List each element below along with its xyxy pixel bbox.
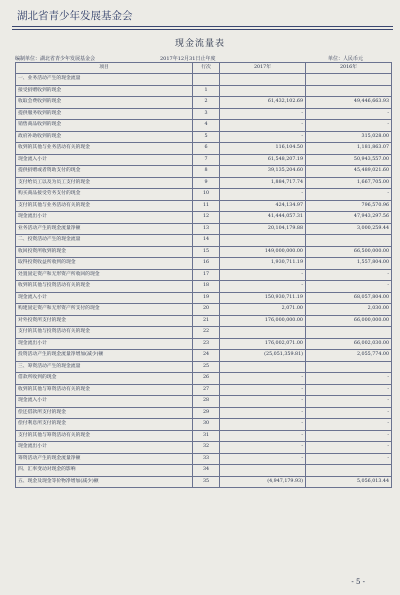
- row-value-2016: 315,028.00: [306, 131, 392, 143]
- column-header-2017: 2017年: [220, 63, 306, 74]
- row-line-number: 15: [193, 246, 220, 258]
- table-row: [16, 246, 392, 258]
- row-value-2016: [306, 235, 392, 247]
- row-line-number: 2: [193, 97, 220, 109]
- row-value-2017: 20,104,179.88: [220, 223, 306, 235]
- row-value-2016: 47,943,297.56: [306, 212, 392, 224]
- row-item-name: 五、现金及现金等价物净增加(减少)额: [16, 476, 193, 488]
- table-row: [16, 212, 392, 224]
- row-item-name: 收到的其他与筹资活动有关的现金: [16, 384, 193, 396]
- table-row: [16, 338, 392, 350]
- row-item-name: 接受捐赠收到的现金: [16, 85, 193, 97]
- row-line-number: 27: [193, 384, 220, 396]
- cash-flow-table: [15, 62, 392, 488]
- row-item-name: 投资活动产生的现金流量净增加(减少)额: [16, 350, 193, 362]
- row-value-2016: 45,489,021.60: [306, 166, 392, 178]
- table-row: [16, 85, 392, 97]
- table-row: [16, 384, 392, 396]
- row-value-2017: [220, 235, 306, 247]
- table-row: [16, 131, 392, 143]
- table-row: [16, 154, 392, 166]
- row-item-name: 筹资活动产生的现金流量净额: [16, 453, 193, 465]
- row-line-number: 9: [193, 177, 220, 189]
- table-row: [16, 476, 392, 488]
- row-line-number: 8: [193, 166, 220, 178]
- row-value-2016: 49,446,663.93: [306, 97, 392, 109]
- row-value-2017: -: [220, 189, 306, 201]
- row-line-number: 34: [193, 465, 220, 477]
- row-line-number: 32: [193, 442, 220, 454]
- currency-label: 单位：人民币元: [328, 56, 364, 62]
- table-row: [16, 97, 392, 109]
- table-row: [16, 327, 392, 339]
- table-row: [16, 465, 392, 477]
- row-value-2017: -: [220, 453, 306, 465]
- row-value-2016: -: [306, 189, 392, 201]
- row-line-number: 23: [193, 338, 220, 350]
- column-header-2016: 2016年: [306, 63, 392, 74]
- row-value-2017: 176,002,071.00: [220, 338, 306, 350]
- document-title: 现金流量表: [174, 39, 225, 49]
- table-row: [16, 407, 392, 419]
- row-line-number: 11: [193, 200, 220, 212]
- row-value-2017: 1,884,717.74: [220, 177, 306, 189]
- row-line-number: 5: [193, 131, 220, 143]
- row-line-number: 4: [193, 120, 220, 132]
- row-value-2017: 424,134.97: [220, 200, 306, 212]
- column-header-line: 行次: [193, 63, 220, 74]
- row-value-2017: [220, 361, 306, 373]
- row-value-2016: 50,943,557.00: [306, 154, 392, 166]
- table-row: [16, 189, 392, 201]
- table-row: [16, 281, 392, 293]
- row-line-number: 10: [193, 189, 220, 201]
- table-row: [16, 269, 392, 281]
- row-item-name: 偿还借款所支付的现金: [16, 407, 193, 419]
- header-rule: [12, 26, 393, 27]
- row-value-2016: -: [306, 269, 392, 281]
- row-item-name: 收回投资所收到的现金: [16, 246, 193, 258]
- organization-name: 湖北省青少年发展基金会: [17, 10, 133, 22]
- row-line-number: 17: [193, 269, 220, 281]
- row-value-2016: 1,667,705.00: [306, 177, 392, 189]
- row-value-2017: [220, 465, 306, 477]
- row-value-2017: -: [220, 281, 306, 293]
- row-value-2017: 116,104.50: [220, 143, 306, 155]
- row-value-2016: -: [306, 120, 392, 132]
- row-line-number: 21: [193, 315, 220, 327]
- row-value-2017: [220, 74, 306, 86]
- row-value-2017: (25,051,359.81): [220, 350, 306, 362]
- table-row: [16, 108, 392, 120]
- row-item-name: 提供捐赠或者资助支付的现金: [16, 166, 193, 178]
- row-value-2016: 66,500,000.00: [306, 246, 392, 258]
- row-value-2016: -: [306, 419, 392, 431]
- table-row: [16, 166, 392, 178]
- row-item-name: 一、业务活动产生的现金流量: [16, 74, 193, 86]
- row-item-name: 现金流出小计: [16, 338, 193, 350]
- row-value-2016: 68,057,804.00: [306, 292, 392, 304]
- row-value-2017: -: [220, 384, 306, 396]
- table-row: [16, 315, 392, 327]
- row-line-number: 26: [193, 373, 220, 385]
- row-value-2016: 3,000,259.44: [306, 223, 392, 235]
- row-item-name: 购建固定资产和无形资产所支付的现金: [16, 304, 193, 316]
- row-item-name: 收取会费收到的现金: [16, 97, 193, 109]
- row-line-number: 22: [193, 327, 220, 339]
- table-row: [16, 120, 392, 132]
- period-label: 2017年12月31日止年度: [160, 56, 216, 62]
- row-item-name: 支付的其他与投资活动有关的现金: [16, 327, 193, 339]
- row-value-2017: [220, 85, 306, 97]
- row-item-name: 支付的其他与筹资活动有关的现金: [16, 430, 193, 442]
- table-row: [16, 430, 392, 442]
- row-value-2016: 1,557,804.00: [306, 258, 392, 270]
- row-line-number: 25: [193, 361, 220, 373]
- row-item-name: 收到的其他与投资活动有关的现金: [16, 281, 193, 293]
- row-value-2016: 66,000,000.00: [306, 315, 392, 327]
- row-line-number: 1: [193, 85, 220, 97]
- row-line-number: 24: [193, 350, 220, 362]
- row-line-number: 35: [193, 476, 220, 488]
- table-row: [16, 453, 392, 465]
- row-value-2016: 2,030.00: [306, 304, 392, 316]
- row-value-2016: 1,181,863.07: [306, 143, 392, 155]
- table-row: [16, 442, 392, 454]
- row-value-2016: -: [306, 384, 392, 396]
- row-item-name: 取得投资收益所收到的现金: [16, 258, 193, 270]
- row-value-2016: -: [306, 108, 392, 120]
- row-item-name: 提供服务收到的现金: [16, 108, 193, 120]
- row-value-2016: -: [306, 373, 392, 385]
- row-line-number: 13: [193, 223, 220, 235]
- table-row: [16, 235, 392, 247]
- row-item-name: 现金流入小计: [16, 292, 193, 304]
- row-value-2017: 150,930,711.19: [220, 292, 306, 304]
- row-value-2016: 66,002,030.00: [306, 338, 392, 350]
- row-value-2016: 5,056,013.44: [306, 476, 392, 488]
- table-row: [16, 74, 392, 86]
- row-value-2016: 2,055,774.00: [306, 350, 392, 362]
- table-row: [16, 373, 392, 385]
- page-number: - 5 -: [351, 578, 365, 586]
- row-value-2016: [306, 85, 392, 97]
- row-item-name: 政府补助收到的现金: [16, 131, 193, 143]
- table-row: [16, 350, 392, 362]
- row-value-2017: -: [220, 131, 306, 143]
- row-value-2017: 176,000,000.00: [220, 315, 306, 327]
- row-item-name: 四、汇率变动对现金的影响: [16, 465, 193, 477]
- header-rule-thin: [12, 29, 393, 30]
- row-item-name: 收到的其他与业务活动有关的现金: [16, 143, 193, 155]
- table-header-row: [16, 63, 392, 74]
- table-row: [16, 223, 392, 235]
- row-value-2017: 2,071.00: [220, 304, 306, 316]
- row-line-number: [193, 74, 220, 86]
- table-row: [16, 419, 392, 431]
- row-value-2017: 1,930,711.19: [220, 258, 306, 270]
- row-value-2017: 61,432,102.69: [220, 97, 306, 109]
- row-line-number: 7: [193, 154, 220, 166]
- row-item-name: 现金流入小计: [16, 154, 193, 166]
- row-line-number: 6: [193, 143, 220, 155]
- row-value-2016: -: [306, 396, 392, 408]
- table-row: [16, 361, 392, 373]
- row-value-2017: -: [220, 442, 306, 454]
- row-value-2017: -: [220, 269, 306, 281]
- row-value-2017: -: [220, 430, 306, 442]
- row-value-2017: 61,548,207.19: [220, 154, 306, 166]
- preparer-label: 编制单位：湖北省青少年发展基金会: [15, 56, 96, 62]
- row-item-name: 购买商品接受劳务支付的现金: [16, 189, 193, 201]
- row-value-2017: -: [220, 120, 306, 132]
- row-value-2017: -: [220, 396, 306, 408]
- row-line-number: 14: [193, 235, 220, 247]
- row-line-number: 12: [193, 212, 220, 224]
- row-value-2017: 41,444,057.31: [220, 212, 306, 224]
- row-line-number: 20: [193, 304, 220, 316]
- row-value-2017: -: [220, 373, 306, 385]
- row-value-2017: -: [220, 407, 306, 419]
- row-line-number: 30: [193, 419, 220, 431]
- row-line-number: 33: [193, 453, 220, 465]
- row-value-2016: -: [306, 430, 392, 442]
- row-line-number: 3: [193, 108, 220, 120]
- row-item-name: 业务活动产生的现金流量净额: [16, 223, 193, 235]
- row-item-name: 支付给员工以及为员工支付的现金: [16, 177, 193, 189]
- row-line-number: 28: [193, 396, 220, 408]
- row-line-number: 16: [193, 258, 220, 270]
- row-item-name: 现金流出小计: [16, 212, 193, 224]
- row-line-number: 31: [193, 430, 220, 442]
- row-item-name: 偿付利息所支付的现金: [16, 419, 193, 431]
- table-row: [16, 304, 392, 316]
- row-value-2016: [306, 465, 392, 477]
- row-value-2017: 39,135,204.60: [220, 166, 306, 178]
- row-item-name: 现金流入小计: [16, 396, 193, 408]
- row-value-2016: -: [306, 442, 392, 454]
- row-value-2016: -: [306, 453, 392, 465]
- row-item-name: 支付的其他与业务活动有关的现金: [16, 200, 193, 212]
- row-item-name: 借款所收到的现金: [16, 373, 193, 385]
- row-item-name: 处置固定资产和无形资产所收回的现金: [16, 269, 193, 281]
- table-row: [16, 177, 392, 189]
- row-line-number: 29: [193, 407, 220, 419]
- row-value-2016: -: [306, 407, 392, 419]
- table-row: [16, 143, 392, 155]
- column-header-item: 项目: [16, 63, 193, 74]
- table-row: [16, 292, 392, 304]
- row-value-2017: (4,947,179.93): [220, 476, 306, 488]
- table-row: [16, 396, 392, 408]
- row-value-2016: -: [306, 281, 392, 293]
- row-value-2016: [306, 361, 392, 373]
- table-row: [16, 258, 392, 270]
- row-value-2017: -: [220, 419, 306, 431]
- row-item-name: 现金流出小计: [16, 442, 193, 454]
- row-line-number: 18: [193, 281, 220, 293]
- row-item-name: 三、筹资活动产生的现金流量: [16, 361, 193, 373]
- row-value-2016: 796,570.96: [306, 200, 392, 212]
- table-body: [16, 74, 392, 488]
- table-row: [16, 200, 392, 212]
- row-value-2016: [306, 327, 392, 339]
- row-item-name: 二、投资活动产生的现金流量: [16, 235, 193, 247]
- row-item-name: 对外投资所支付的现金: [16, 315, 193, 327]
- row-value-2016: [306, 74, 392, 86]
- row-item-name: 销售商品收到的现金: [16, 120, 193, 132]
- row-value-2017: 149,000,000.00: [220, 246, 306, 258]
- row-line-number: 19: [193, 292, 220, 304]
- row-value-2017: -: [220, 108, 306, 120]
- row-value-2017: [220, 327, 306, 339]
